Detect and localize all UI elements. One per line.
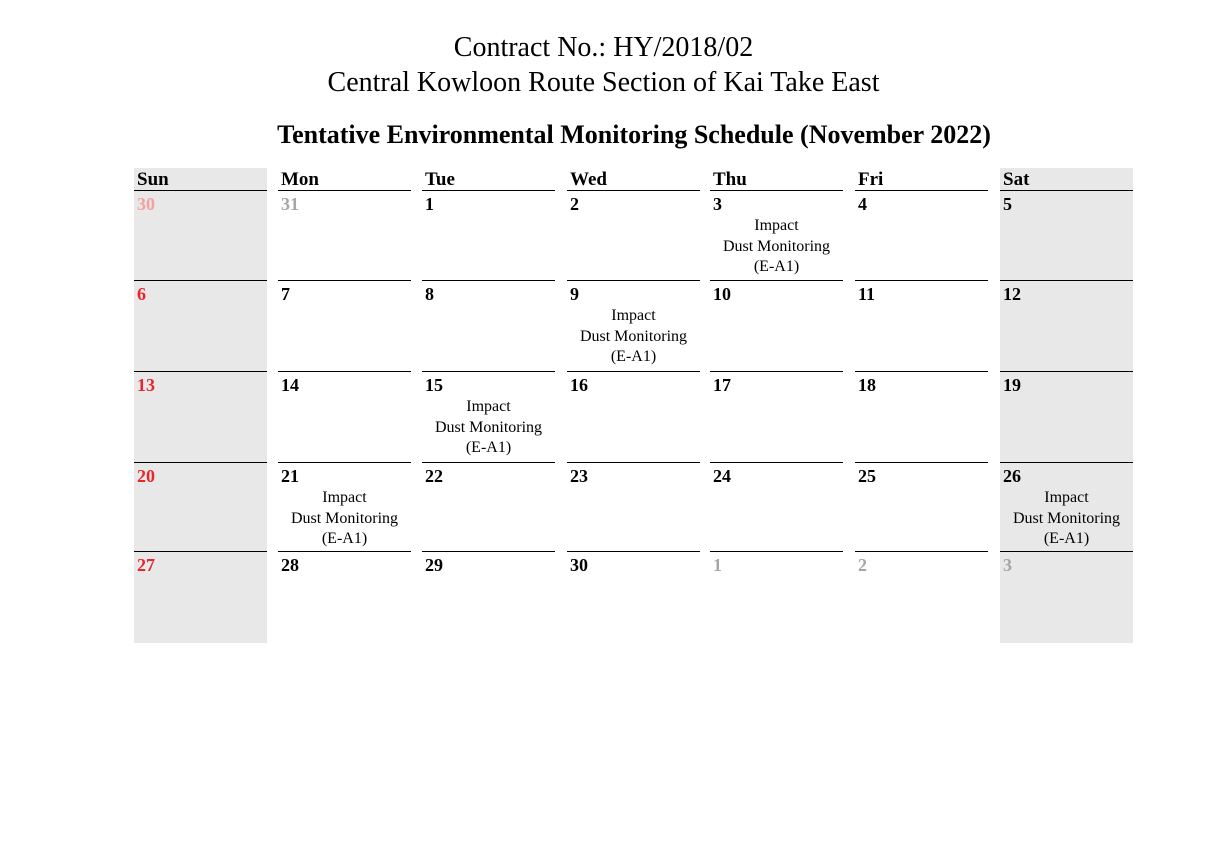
date-number: 28	[281, 555, 299, 575]
calendar-cell	[710, 552, 843, 643]
date-number: 17	[713, 375, 731, 395]
date-number: 25	[858, 466, 876, 486]
event-line: Dust Monitoring	[722, 237, 831, 255]
date-number: 18	[858, 375, 876, 395]
event-line: Impact	[754, 217, 799, 234]
calendar-cell	[1000, 372, 1133, 463]
calendar-cell	[278, 552, 411, 643]
calendar-cell	[567, 191, 700, 281]
calendar-cell	[567, 281, 700, 372]
date-number: 2	[570, 194, 579, 214]
date-number: 11	[858, 284, 876, 304]
date-number: 1	[713, 555, 722, 575]
monitoring-event	[710, 216, 843, 278]
date-number: 29	[425, 555, 443, 575]
event-line: (E-A1)	[610, 348, 657, 365]
calendar-cell	[855, 191, 988, 281]
monitoring-event	[567, 306, 700, 368]
calendar-cell	[855, 372, 988, 463]
date-number: 3	[1003, 555, 1012, 575]
day-header-tue: Tue	[422, 168, 555, 191]
date-number: 8	[425, 284, 434, 304]
event-line: Impact	[466, 398, 511, 415]
date-number: 23	[570, 466, 588, 486]
calendar-cell	[567, 372, 700, 463]
calendar-cell	[422, 281, 555, 372]
calendar-cell	[1000, 552, 1133, 643]
date-number: 19	[1003, 375, 1021, 395]
event-line: Impact	[611, 307, 656, 324]
day-header-sat: Sat	[1000, 168, 1133, 191]
date-number: 14	[281, 375, 299, 395]
day-header-mon: Mon	[278, 168, 411, 191]
calendar-cell	[134, 281, 267, 372]
date-number: 20	[137, 466, 155, 486]
contract-number: Contract No.: HY/2018/02	[453, 32, 754, 63]
calendar-cell	[422, 191, 555, 281]
event-line: Dust Monitoring	[579, 327, 688, 345]
calendar-cell	[422, 463, 555, 552]
calendar-cell	[278, 463, 411, 552]
calendar-cell	[855, 463, 988, 552]
calendar-cell	[278, 191, 411, 281]
event-line: Dust Monitoring	[1012, 509, 1121, 527]
date-number: 6	[137, 284, 146, 304]
date-number: 22	[425, 466, 443, 486]
event-line: (E-A1)	[1043, 530, 1090, 547]
event-line: Impact	[322, 489, 367, 506]
calendar-cell	[278, 372, 411, 463]
calendar-cell	[1000, 463, 1133, 552]
calendar-cell	[134, 463, 267, 552]
event-line: (E-A1)	[321, 530, 368, 547]
calendar-cell	[855, 552, 988, 643]
calendar-cell	[710, 372, 843, 463]
date-number: 27	[137, 555, 155, 575]
calendar-cell	[567, 463, 700, 552]
date-number: 26	[1003, 466, 1021, 486]
date-number: 16	[570, 375, 588, 395]
event-line: Impact	[1044, 489, 1089, 506]
date-number: 9	[570, 284, 579, 304]
calendar-cell	[710, 463, 843, 552]
monitoring-event	[422, 397, 555, 459]
day-header-thu: Thu	[710, 168, 843, 191]
event-line: Dust Monitoring	[434, 418, 543, 436]
event-line: (E-A1)	[465, 439, 512, 456]
date-number: 15	[425, 375, 443, 395]
date-number: 30	[570, 555, 588, 575]
monitoring-event	[278, 488, 411, 550]
date-number: 5	[1003, 194, 1012, 214]
date-number: 21	[281, 466, 299, 486]
calendar-cell	[1000, 191, 1133, 281]
calendar-cell	[710, 281, 843, 372]
monitoring-event	[1000, 488, 1133, 550]
day-header-fri: Fri	[855, 168, 988, 191]
schedule-title: Tentative Environmental Monitoring Schedule (November 2022)	[277, 120, 991, 149]
date-number: 2	[858, 555, 867, 575]
calendar-cell	[567, 552, 700, 643]
project-name: Central Kowloon Route Section of Kai Take East	[327, 67, 880, 98]
date-number: 4	[858, 194, 867, 214]
calendar-cell	[278, 281, 411, 372]
date-number: 24	[713, 466, 731, 486]
calendar-cell	[855, 281, 988, 372]
monitoring-calendar	[134, 168, 1134, 643]
date-number: 13	[137, 375, 155, 395]
document-header	[0, 30, 1207, 100]
event-line: Dust Monitoring	[290, 509, 399, 527]
calendar-cell	[134, 191, 267, 281]
date-number: 10	[713, 284, 731, 304]
calendar-cell	[422, 552, 555, 643]
date-number: 31	[281, 194, 299, 214]
calendar-cell	[422, 372, 555, 463]
calendar-cell	[134, 552, 267, 643]
date-number: 7	[281, 284, 290, 304]
calendar-cell	[134, 372, 267, 463]
date-number: 3	[713, 194, 722, 214]
calendar-cell	[710, 191, 843, 281]
day-header-wed: Wed	[567, 168, 700, 191]
calendar-cell	[1000, 281, 1133, 372]
date-number: 12	[1003, 284, 1021, 304]
date-number: 1	[425, 194, 434, 214]
day-header-sun: Sun	[134, 168, 267, 191]
event-line: (E-A1)	[753, 258, 800, 275]
date-number: 30	[137, 194, 155, 214]
